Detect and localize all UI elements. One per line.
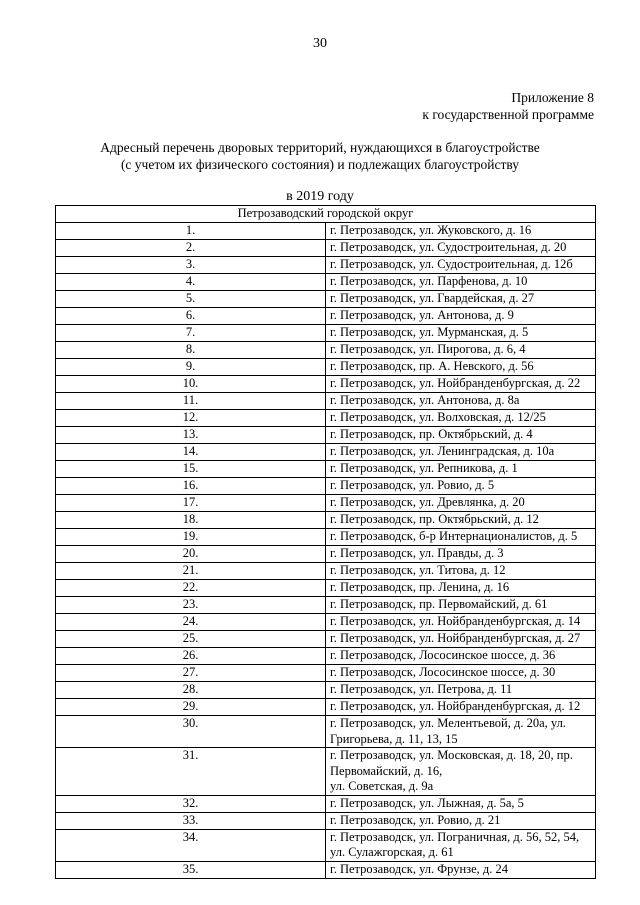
table-row xyxy=(56,795,596,812)
address-line: г. Петрозаводск, Лососинское шоссе, д. 30 xyxy=(330,665,556,679)
row-number: 14. xyxy=(56,444,326,461)
address-line: г. Петрозаводск, ул. Ленинградская, д. 10а xyxy=(330,444,555,458)
row-number: 33. xyxy=(56,812,326,829)
row-number: 35. xyxy=(56,861,326,878)
table-row xyxy=(56,597,596,614)
document-title xyxy=(40,139,600,173)
address-cell xyxy=(326,682,596,699)
year-heading: в 2019 году xyxy=(286,189,354,204)
table-row xyxy=(56,325,596,342)
table-row xyxy=(56,274,596,291)
address-line: г. Петрозаводск, пр. Ленина, д. 16 xyxy=(330,580,510,594)
document-title-line-1: Адресный перечень дворовых территорий, нуждающихся в благоустройстве xyxy=(100,140,540,155)
table-row xyxy=(56,359,596,376)
address-line: г. Петрозаводск, ул. Гвардейская, д. 27 xyxy=(330,291,535,305)
address-line: г. Петрозаводск, ул. Парфенова, д. 10 xyxy=(330,274,528,288)
address-line: г. Петрозаводск, б-р Интернационалистов, д. 5 xyxy=(330,529,578,543)
table-row xyxy=(56,748,596,796)
table-row xyxy=(56,257,596,274)
table-row xyxy=(56,410,596,427)
address-cell xyxy=(326,444,596,461)
address-line-continued: ул. Советская, д. 9а xyxy=(330,779,434,793)
address-line: г. Петрозаводск, ул. Мурманская, д. 5 xyxy=(330,325,529,339)
row-number: 5. xyxy=(56,291,326,308)
address-line: г. Петрозаводск, ул. Нойбранденбургская, д. 14 xyxy=(330,614,581,628)
table-row xyxy=(56,716,596,748)
row-number: 25. xyxy=(56,631,326,648)
row-number: 31. xyxy=(56,748,326,796)
row-number: 15. xyxy=(56,461,326,478)
address-cell xyxy=(326,597,596,614)
address-cell xyxy=(326,376,596,393)
address-cell xyxy=(326,461,596,478)
table-row xyxy=(56,223,596,240)
address-cell xyxy=(326,393,596,410)
address-cell xyxy=(326,861,596,878)
address-line: г. Петрозаводск, ул. Антонова, д. 9 xyxy=(330,308,514,322)
address-line: г. Петрозаводск, ул. Титова, д. 12 xyxy=(330,563,506,577)
address-cell xyxy=(326,529,596,546)
address-line: г. Петрозаводск, ул. Древлянка, д. 20 xyxy=(330,495,525,509)
table-row xyxy=(56,291,596,308)
address-line: г. Петрозаводск, ул. Пограничная, д. 56, 52, 54, ул. Сулажгорская, д. 61 xyxy=(330,829,580,859)
row-number: 16. xyxy=(56,478,326,495)
table-row xyxy=(56,240,596,257)
row-number: 3. xyxy=(56,257,326,274)
address-line: г. Петрозаводск, ул. Нойбранденбургская, д. 12 xyxy=(330,699,581,713)
table-row xyxy=(56,648,596,665)
table-row xyxy=(56,495,596,512)
address-line: г. Петрозаводск, ул. Петрова, д. 11 xyxy=(330,682,513,696)
row-number: 13. xyxy=(56,427,326,444)
table-row xyxy=(56,580,596,597)
address-cell xyxy=(326,665,596,682)
row-number: 29. xyxy=(56,699,326,716)
row-number: 6. xyxy=(56,308,326,325)
row-number: 21. xyxy=(56,563,326,580)
table-row xyxy=(56,614,596,631)
row-number: 12. xyxy=(56,410,326,427)
table-row xyxy=(56,829,596,861)
table-row xyxy=(56,861,596,878)
address-cell xyxy=(326,291,596,308)
table-row xyxy=(56,342,596,359)
address-cell xyxy=(326,342,596,359)
address-cell xyxy=(326,546,596,563)
address-table xyxy=(55,205,596,879)
table-row xyxy=(56,699,596,716)
address-cell xyxy=(326,325,596,342)
row-number: 18. xyxy=(56,512,326,529)
address-cell xyxy=(326,410,596,427)
address-cell xyxy=(326,614,596,631)
table-row xyxy=(56,478,596,495)
document-title-line-2: (с учетом их физического состояния) и подлежащих благоустройству xyxy=(120,157,520,172)
address-line: г. Петрозаводск, пр. Первомайский, д. 61 xyxy=(330,597,548,611)
row-number: 26. xyxy=(56,648,326,665)
address-line: г. Петрозаводск, ул. Пирогова, д. 6, 4 xyxy=(330,342,526,356)
address-cell xyxy=(326,812,596,829)
address-cell xyxy=(326,829,596,861)
row-number: 4. xyxy=(56,274,326,291)
address-cell xyxy=(326,716,596,748)
address-line: г. Петрозаводск, ул. Антонова, д. 8а xyxy=(330,393,520,407)
region-cell: Петрозаводский городской округ xyxy=(56,206,596,223)
address-line: г. Петрозаводск, ул. Ровио, д. 5 xyxy=(330,478,495,492)
address-cell xyxy=(326,563,596,580)
row-number: 20. xyxy=(56,546,326,563)
row-number: 17. xyxy=(56,495,326,512)
address-cell xyxy=(326,274,596,291)
address-cell xyxy=(326,257,596,274)
row-number: 28. xyxy=(56,682,326,699)
table-row xyxy=(56,665,596,682)
address-line: г. Петрозаводск, ул. Нойбранденбургская, д. 27 xyxy=(330,631,581,645)
table-row xyxy=(56,812,596,829)
table-row xyxy=(56,631,596,648)
address-line: г. Петрозаводск, ул. Судостроительная, д. 20 xyxy=(330,240,567,254)
address-cell xyxy=(326,631,596,648)
address-line: г. Петрозаводск, пр. Октябрьский, д. 12 xyxy=(330,512,539,526)
address-line: г. Петрозаводск, ул. Нойбранденбургская, д. 22 xyxy=(330,376,581,390)
address-line: г. Петрозаводск, Лососинское шоссе, д. 36 xyxy=(330,648,556,662)
address-line: г. Петрозаводск, пр. Октябрьский, д. 4 xyxy=(330,427,533,441)
address-line: г. Петрозаводск, ул. Жуковского, д. 16 xyxy=(330,223,532,237)
address-cell xyxy=(326,478,596,495)
address-cell xyxy=(326,427,596,444)
address-line: г. Петрозаводск, ул. Лыжная, д. 5а, 5 xyxy=(330,795,524,810)
address-cell xyxy=(326,359,596,376)
address-cell xyxy=(326,648,596,665)
page-number: 30 xyxy=(313,36,327,51)
address-cell xyxy=(326,308,596,325)
row-number: 19. xyxy=(56,529,326,546)
row-number: 23. xyxy=(56,597,326,614)
row-number: 7. xyxy=(56,325,326,342)
row-number: 8. xyxy=(56,342,326,359)
row-number: 10. xyxy=(56,376,326,393)
table-row xyxy=(56,529,596,546)
row-number: 22. xyxy=(56,580,326,597)
table-row xyxy=(56,308,596,325)
address-cell xyxy=(326,495,596,512)
row-number: 24. xyxy=(56,614,326,631)
appendix-line-1: Приложение 8 xyxy=(511,90,594,105)
row-number: 1. xyxy=(56,223,326,240)
appendix-line-2: к государственной программе xyxy=(422,107,594,122)
address-line: г. Петрозаводск, ул. Судостроительная, д. 12б xyxy=(330,257,573,271)
row-number: 9. xyxy=(56,359,326,376)
address-line: г. Петрозаводск, ул. Мелентьевой, д. 20а, ул. Григорьева, д. 11, 13, 15 xyxy=(330,716,566,746)
address-cell xyxy=(326,512,596,529)
row-number: 32. xyxy=(56,795,326,812)
table-row xyxy=(56,393,596,410)
table-row xyxy=(56,461,596,478)
table-row xyxy=(56,682,596,699)
address-line: г. Петрозаводск, ул. Ровио, д. 21 xyxy=(330,812,501,827)
row-number: 11. xyxy=(56,393,326,410)
address-cell xyxy=(326,240,596,257)
table-row xyxy=(56,427,596,444)
address-table-body xyxy=(56,206,596,879)
table-row xyxy=(56,563,596,580)
address-cell xyxy=(326,748,596,796)
table-row xyxy=(56,512,596,529)
address-line: г. Петрозаводск, ул. Фрунзе, д. 24 xyxy=(330,861,509,876)
address-cell xyxy=(326,580,596,597)
row-number: 27. xyxy=(56,665,326,682)
address-cell xyxy=(326,795,596,812)
address-cell xyxy=(326,699,596,716)
address-cell xyxy=(326,223,596,240)
table-row xyxy=(56,546,596,563)
address-line: г. Петрозаводск, ул. Московская, д. 18, 20, пр. Первомайский, д. 16, xyxy=(330,748,573,778)
address-line: г. Петрозаводск, ул. Правды, д. 3 xyxy=(330,546,504,560)
row-number: 34. xyxy=(56,829,326,861)
region-row xyxy=(56,206,596,223)
table-row xyxy=(56,444,596,461)
address-line: г. Петрозаводск, ул. Репникова, д. 1 xyxy=(330,461,518,475)
address-line: г. Петрозаводск, ул. Волховская, д. 12/25 xyxy=(330,410,546,424)
row-number: 30. xyxy=(56,716,326,748)
appendix-header xyxy=(422,89,594,123)
address-line: г. Петрозаводск, пр. А. Невского, д. 56 xyxy=(330,359,534,373)
row-number: 2. xyxy=(56,240,326,257)
table-row xyxy=(56,376,596,393)
address-table-container xyxy=(55,205,596,879)
